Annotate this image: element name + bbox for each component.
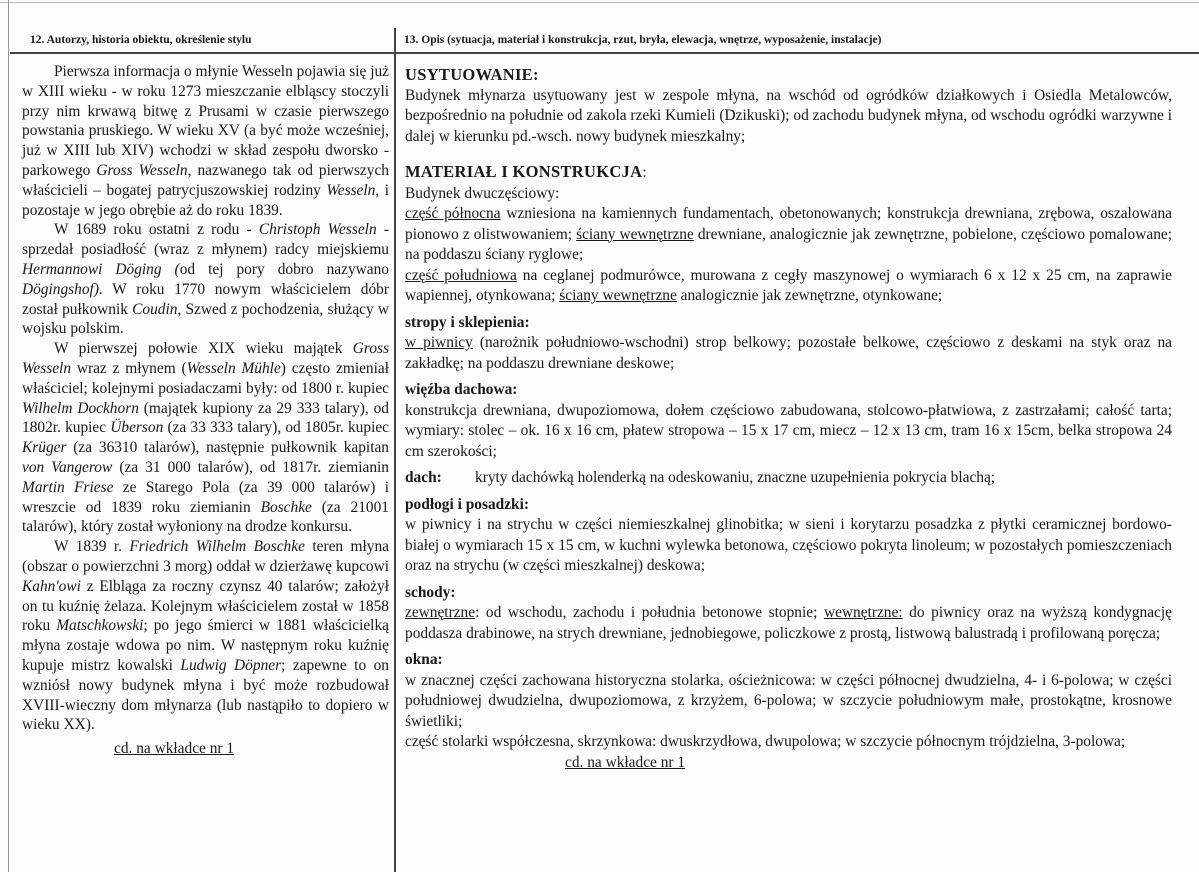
windows-text-historic: w znacznej części zachowana historyczna stolarka, ościeżnicowa: w części północnej dwudzielna, 4- i 6-polowa; w części południowej dwudzielna, dwupoziomowa, z krzyżem, 6-polowa; w szczycie południowym małe, prostokątne, krosnowe świetliki; (405, 671, 1172, 730)
floors-text: w piwnicy i na strychu w części niemieszkalnej glinobitka; w sieni i korytarzu posadzka z płytki ceramicznej bordowo-białej o wymiarach 15 x 15 cm, w kuchni wylewka betonowa, częściowo pokryta linoleum; w pozostałych pomieszczeniach oraz na strychu (w części mieszkalnej) deskowa; (405, 516, 1172, 574)
subsection-title-ceilings: stropy i sklepienia: (405, 313, 530, 331)
subsection-title-floors: podłogi i posadzki: (405, 495, 530, 513)
history-paragraph-3: W pierwszej połowie XIX wieku majątek Gross Wesseln wraz z młynem (Wesseln Mühle) często zmieniał właściciel; kolejnymi posiadaczami były: od 1800 r. kupiec Wilhelm Dockhorn (majątek kupiony za 29 333 talary), od 1802r. kupiec Überson (za 33 333 talary), od 1805r. kupiec Krüger (za 36310 talarów), następnie pułkownik kapitan von Vangerow (za 31 000 talarów), od 1817r. ziemianin Martin Friese ze Starego Pola (za 39 000 talarów) i wreszcie od 1839 roku ziemianin Boschke (za 21001 talarów), który został wyłoniony na drodze konkursu. (22, 340, 390, 536)
history-column (22, 62, 389, 759)
history-paragraph-1: Pierwsza informacja o młynie Wesseln pojawia się już w XIII wieku - w roku 1273 mieszczanie elbląscy stoczyli przy nim krwawą bitwę z Prusami w czasie pierwszego powstania pruskiego. W wieku XV (a być może wcześniej, już w XIII lub XIV) wchodzi w skład zespołu dworsko - parkowego Gross Wesseln, nazwanego tak od pierwszych właścicieli – bogatej patrycjuszowskiej rodziny Wesseln, i pozostaje w jego obrębie aż do roku 1839. (22, 63, 389, 219)
description-column (405, 65, 1172, 773)
header-section-13: 13. Opis (sytuacja, materiał i konstrukcja, rzut, bryła, elewacja, wnętrze, wyposażenie, instalacje) (396, 26, 1199, 54)
section-floors (405, 495, 1172, 577)
windows-text-modern: część stolarki współczesna, skrzynkowa: dwuskrzydłowa, dwupolowa; w szczycie północnym trójdzielna, 3-polowa; (405, 733, 1126, 750)
subsection-title-roof: dach: (405, 469, 442, 486)
stairs-text: zewnętrzne: od wschodu, zachodu i południa betonowe stopnie; wewnętrzne: do piwnicy oraz na wyższą kondygnację poddasza drabinowe, na strych drewniane, jednobiegowe, policzkowe z prostą, listwową balustradą i profilowaną poręcza; (405, 604, 1172, 642)
history-paragraph-2: W 1689 roku ostatni z rodu - Christoph Wesseln - sprzedał posiadłość (wraz z młynem) radcy miejskiemu Hermannowi Döging (od tej pory dobro nazywano Dögingshof). W roku 1770 nowym właścicielem dóbr został pułkownik Coudin, Szwed z pochodzenia, służący w wojsku polskim. (22, 221, 389, 338)
subsection-title-roof-truss: więźba dachowa: (405, 381, 518, 398)
continuation-note-right: cd. na wkładce nr 1 (565, 753, 686, 771)
location-text: Budynek młynarza usytuowany jest w zespole młyna, na wschód od ogródków działkowych i Osiedla Metalowców, bezpośrednio na południe od zakola rzeki Kumieli (Dzikuski); od zachodu budynek młyna, od wschodu ogródki warzywne i dalej w kierunku pd.-wsch. nowy budynek mieszkalny; (405, 86, 1172, 145)
section-title-location: USYTUOWANIE: (405, 65, 539, 84)
section-location (405, 65, 1172, 147)
subsection-title-stairs: schody: (405, 583, 456, 601)
header-section-12: 12. Autorzy, historia obiektu, określenie stylu (10, 26, 394, 54)
roof-text: kryty dachówką holenderką na odeskowaniu, znaczne uzupełnienia pokrycia blachą; (475, 469, 996, 486)
section-roof (405, 468, 1172, 489)
history-paragraph-4: W 1839 r. Friedrich Wilhelm Boschke teren młyna (obszar o powierzchni 3 morg) oddał w dzierżawę kupcowi Kahn'owi z Elbląga za roczny czynsz 40 talarów; założył on tu kuźnię żelaza. Kolejnym właścicielem został w 1858 roku Matschkowski; po jego śmierci w 1881 właścicielką młyna zostaje wdowa po nim. W następnym roku kuźnię kupuje mistrz kowalski Ludwig Döpner; zapewne to on wzniósł nowy budynek młyna i być może rozbudował XVIII-wieczny dom młynarza (lub nastąpiło to dopiero w wieku XX). (22, 538, 390, 734)
section-title-material: MATERIAŁ I KONSTRUKCJA: (405, 162, 647, 181)
column-divider (394, 28, 396, 872)
subsection-title-windows: okna: (405, 651, 443, 668)
continuation-note-left: cd. na wkładce nr 1 (114, 740, 235, 758)
material-intro: Budynek dwuczęściowy: (405, 184, 560, 202)
material-south-part: część południowa na ceglanej podmurówce, murowana z cegły maszynowej o wymiarach 6 x 12 x 25 cm, na zaprawie wapiennej, otynkowana; ściany wewnętrzne analogicznie jak zewnętrzne, otynkowane; (405, 266, 1172, 304)
left-border (8, 0, 9, 872)
section-windows (405, 650, 1172, 753)
section-roof-truss (405, 380, 1172, 462)
ceilings-text: w piwnicy (narożnik południowo-wschodni) strop belkowy; pozostałe belkowe, częściowo z deskami na styk oraz na zakładkę; na poddaszu drewniane deskowe; (405, 334, 1173, 372)
section-material (405, 162, 1172, 307)
section-ceilings (405, 313, 1172, 375)
material-north-part: część północna wzniesiona na kamiennych fundamentach, obetonowanych; konstrukcja drewniana, zrębowa, oszalowana pionowo z olistwowaniem; ściany wewnętrzne drewniane, analogicznie jak zewnętrzne, pobielone, częściowo pomalowane; na poddaszu ściany ryglowe; (405, 205, 1172, 263)
top-rule (0, 2, 1199, 3)
roof-truss-text: konstrukcja drewniana, dwupoziomowa, dołem częściowo zabudowana, stolcowo-płatwiowa, z zastrzałami; całość tarta; wymiary: stolec – ok. 16 x 16 cm, płatew stropowa – 15 x 17 cm, miecz – 12 x 13 cm, tram 16 x 15cm, belka stropowa 24 cm szerokości; (405, 401, 1172, 460)
section-stairs (405, 583, 1172, 645)
